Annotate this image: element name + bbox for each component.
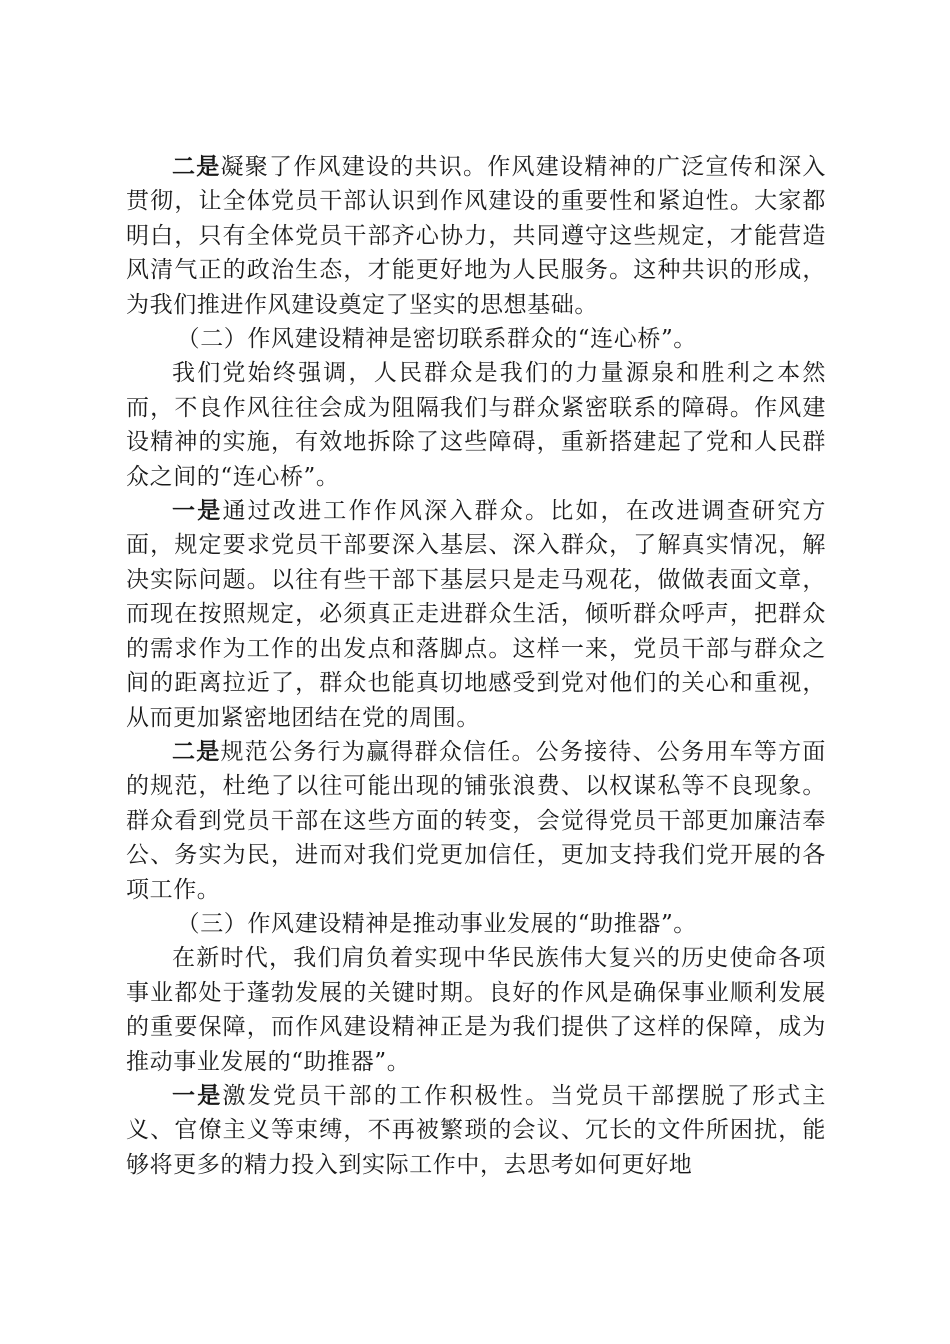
paragraph-text: 我们党始终强调，人民群众是我们的力量源泉和胜利之本然而，不良作风往往会成为阻隔我们与群众紧密联系的障碍。作风建设精神的实施，有效地拆除了这些障碍，重新搭建起了党和人民群众之间的“连心桥”。 <box>126 360 826 490</box>
paragraph-6 <box>126 1079 826 1182</box>
paragraph-3 <box>126 494 826 735</box>
paragraph-text: 在新时代，我们肩负着实现中华民族伟大复兴的历史使命各项事业都处于蓬勃发展的关键时期。良好的作风是确保事业顺利发展的重要保障，而作风建设精神正是为我们提供了这样的保障，成为推动事业发展的“助推器”。 <box>126 945 826 1075</box>
paragraph-4 <box>126 735 826 907</box>
paragraph-text: 通过改进工作作风深入群众。比如，在改进调查研究方面，规定要求党员干部要深入基层、深入群众，了解真实情况，解决实际问题。以往有些干部下基层只是走马观花，做做表面文章，而现在按照规定，必须真正走进群众生活，倾听群众呼声，把群众的需求作为工作的出发点和落脚点。这样一来，党员干部与群众之间的距离拉近了，群众也能真切地感受到党对他们的关心和重视，从而更加紧密地团结在党的周围。 <box>126 498 826 731</box>
paragraph-text: 激发党员干部的工作积极性。当党员干部摆脱了形式主义、官僚主义等束缚，不再被繁琐的会议、冗长的文件所困扰，能够将更多的精力投入到实际工作中，去思考如何更好地 <box>126 1082 826 1178</box>
document-body <box>126 150 826 1182</box>
paragraph-lead: 二是 <box>172 737 221 765</box>
section-heading-2: （二）作风建设精神是密切联系群众的“连心桥”。 <box>176 326 697 353</box>
paragraph-text: 规范公务行为赢得群众信任。公务接待、公务用车等方面的规范，杜绝了以往可能出现的铺张浪费、以权谋私等不良现象。群众看到党员干部在这些方面的转变，会觉得党员干部更加廉洁奉公、务实为民，进而对我们党更加信任，更加支持我们党开展的各项工作。 <box>126 738 827 903</box>
paragraph-2 <box>126 356 826 494</box>
paragraph-5 <box>126 941 826 1079</box>
paragraph-lead: 一是 <box>172 1081 223 1109</box>
paragraph-text: 凝聚了作风建设的共识。作风建设精神的广泛宣传和深入贯彻，让全体党员干部认识到作风建设的重要性和紧迫性。大家都明白，只有全体党员干部齐心协力，共同遵守这些规定，才能营造风清气正的政治生态，才能更好地为人民服务。这种共识的形成，为我们推进作风建设奠定了坚实的思想基础。 <box>126 154 827 318</box>
section-heading-3: （三）作风建设精神是推动事业发展的“助推器”。 <box>176 910 697 937</box>
paragraph-lead: 一是 <box>172 497 223 525</box>
paragraph-lead: 二是 <box>172 153 221 180</box>
paragraph-1 <box>126 150 826 322</box>
